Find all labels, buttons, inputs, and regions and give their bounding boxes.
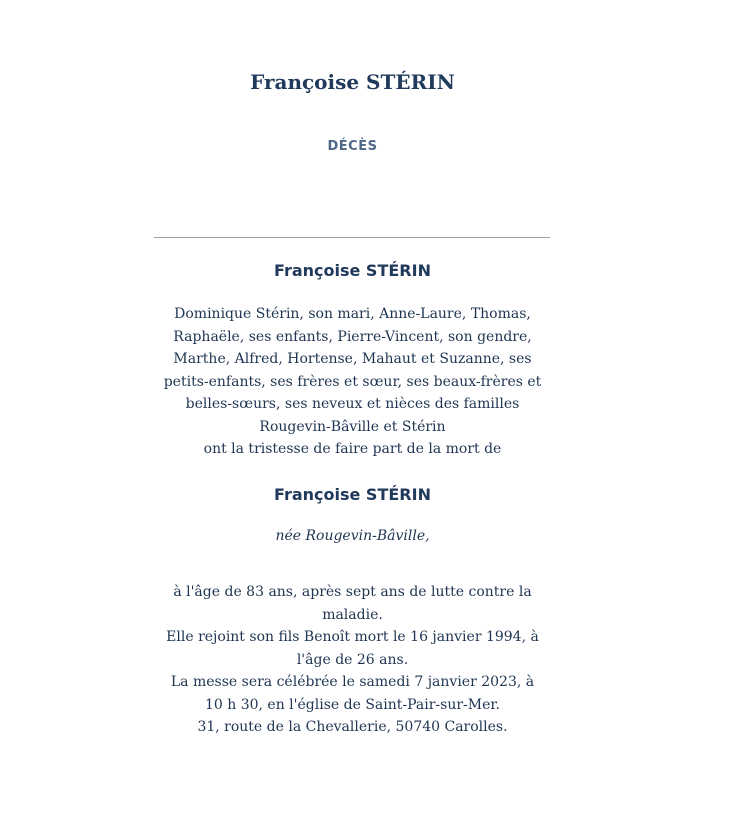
text-line: à l'âge de 83 ans, après sept ans de lutte contre la (173, 584, 532, 600)
deceased-name-heading: Françoise STÉRIN (274, 261, 431, 280)
text-line: ont la tristesse de faire part de la mort de (203, 441, 502, 457)
text-line: Raphaële, ses enfants, Pierre-Vincent, son gendre, (173, 328, 532, 345)
text-line: l'âge de 26 ans. (296, 651, 409, 668)
text-line: maladie. (322, 606, 383, 623)
details-paragraph (140, 581, 565, 739)
text-line: belles-sœurs, ses neveux et nièces des familles (185, 396, 520, 412)
maiden-name: née Rougevin-Bâville, (275, 528, 430, 544)
divider (154, 237, 550, 238)
category-label: DÉCÈS (327, 139, 378, 154)
text-line: Rougevin-Bâville et Stérin (259, 418, 446, 435)
text-line: Marthe, Alfred, Hortense, Mahaut et Suzanne, ses (173, 351, 532, 367)
text-line: petits-enfants, ses frères et sœur, ses beaux-frères et (163, 373, 542, 390)
text-line: Elle rejoint son fils Benoît mort le 16 janvier 1994, à (166, 629, 539, 645)
text-line: 10 h 30, en l'église de Saint-Pair-sur-Mer. (204, 696, 501, 713)
text-line: 31, route de la Chevallerie, 50740 Carolles. (197, 719, 508, 735)
deceased-name-heading-2: Françoise STÉRIN (274, 485, 431, 504)
text-line: Dominique Stérin, son mari, Anne-Laure, Thomas, (174, 306, 531, 322)
family-paragraph (140, 303, 565, 461)
page-title: Françoise STÉRIN (250, 70, 455, 94)
text-line: La messe sera célébrée le samedi 7 janvier 2023, à (170, 674, 535, 690)
